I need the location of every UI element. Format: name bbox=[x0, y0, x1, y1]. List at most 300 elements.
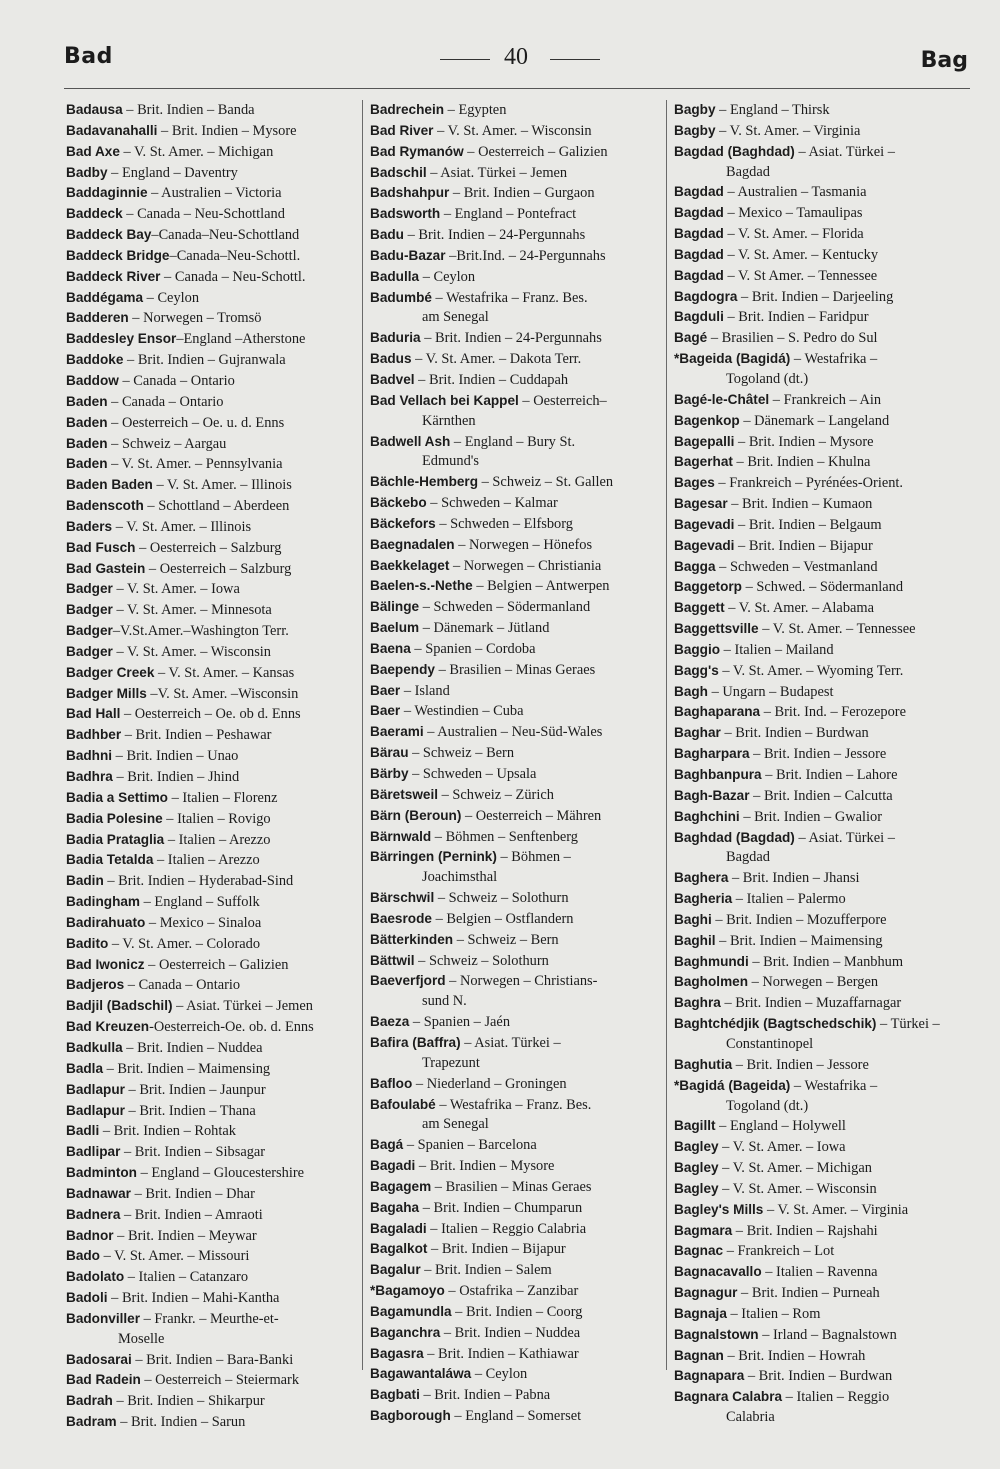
place-name: Bad River bbox=[370, 122, 434, 138]
place-name: Badu bbox=[370, 227, 404, 243]
gazetteer-entry bbox=[674, 245, 970, 266]
place-description: – Asiat. Türkei – bbox=[794, 143, 895, 160]
place-description: – Italien – Rom bbox=[726, 1305, 821, 1322]
header-rule-left bbox=[440, 59, 490, 60]
gazetteer-entry bbox=[66, 704, 358, 725]
place-name: Badminton bbox=[66, 1165, 137, 1181]
place-description: – Brit. Indien – Jessore bbox=[732, 1056, 869, 1073]
place-description: – Böhmen – bbox=[496, 849, 571, 866]
place-name: Baders bbox=[66, 518, 113, 534]
place-name: Bad Fusch bbox=[66, 539, 136, 555]
place-name: Badu-Bazar bbox=[370, 247, 446, 263]
gazetteer-entry bbox=[674, 473, 970, 494]
gazetteer-entry bbox=[370, 1198, 662, 1219]
place-description: – Brit. Indien – Mysore bbox=[734, 433, 874, 450]
place-description: – V. St. Amer. – Florida bbox=[723, 226, 864, 243]
gazetteer-entry bbox=[370, 785, 662, 806]
gazetteer-entry bbox=[370, 432, 662, 473]
place-description-continuation: Moselle bbox=[118, 1330, 165, 1347]
place-name: Bagevadi bbox=[674, 537, 735, 553]
gazetteer-entry bbox=[370, 472, 662, 493]
place-description: – Brit. Indien – Nuddea bbox=[122, 1039, 263, 1056]
place-name: Badausa bbox=[66, 102, 123, 117]
place-name: Badvel bbox=[370, 371, 415, 387]
header-rule-right bbox=[550, 59, 600, 60]
place-name: Bagh bbox=[674, 683, 708, 699]
gazetteer-entry bbox=[66, 892, 358, 913]
gazetteer-entry bbox=[674, 536, 970, 557]
gazetteer-entry bbox=[66, 350, 358, 371]
place-description: –Brit.Ind. – 24-Pergunnahs bbox=[445, 247, 606, 264]
place-name: Baddeck bbox=[66, 206, 123, 222]
place-description: – Schweiz – Zürich bbox=[438, 786, 554, 803]
place-description: – Norwegen – Christians- bbox=[445, 973, 598, 990]
place-name: Badnor bbox=[66, 1227, 114, 1243]
place-description: – Brit. Indien – Khulna bbox=[732, 454, 871, 471]
place-description-continuation: Bagdad bbox=[726, 849, 770, 866]
place-name: Baden bbox=[66, 456, 108, 472]
gazetteer-entry bbox=[674, 1262, 970, 1283]
place-description: – Italien – Florenz bbox=[167, 789, 278, 806]
gazetteer-entry bbox=[66, 871, 358, 892]
place-description-continuation: sund N. bbox=[422, 993, 467, 1010]
place-description: – Brit. Indien – Jessore bbox=[749, 746, 887, 763]
place-name: Bagnac bbox=[674, 1243, 724, 1259]
place-description: – Brit. Indien – Jhansi bbox=[728, 870, 860, 887]
place-description: – Brit. Indien – Gwalior bbox=[739, 808, 883, 825]
place-name: Baghdad (Bagdad) bbox=[674, 829, 795, 845]
place-description: – Brit. Indien – Faridpur bbox=[723, 309, 869, 326]
column-1 bbox=[66, 100, 358, 1433]
place-description: – Brit. Indien – 24-Pergunnahs bbox=[403, 227, 586, 244]
place-description: – V. St. Amer. – Minnesota bbox=[112, 602, 272, 619]
gazetteer-entry bbox=[370, 1156, 662, 1177]
place-description: – Oesterreich – Steiermark bbox=[140, 1372, 300, 1389]
gazetteer-entry bbox=[66, 934, 358, 955]
place-name: Bagdad bbox=[674, 184, 724, 200]
place-description: – V. St. Amer. – Pennsylvania bbox=[107, 456, 283, 473]
place-name: Bäckebo bbox=[370, 495, 427, 511]
place-name: Badram bbox=[66, 1414, 117, 1430]
place-description: – V. St. Amer. – Wyoming Terr. bbox=[718, 662, 904, 679]
place-description: – V. St. Amer. – Michigan bbox=[119, 143, 274, 160]
place-name: Baependy bbox=[370, 661, 435, 677]
place-name: Badhni bbox=[66, 748, 113, 764]
place-name: Baeza bbox=[370, 1014, 410, 1030]
gazetteer-entry bbox=[674, 1137, 970, 1158]
gazetteer-entry bbox=[66, 204, 358, 225]
gazetteer-entry bbox=[674, 1304, 970, 1325]
place-description: – England – Gloucestershire bbox=[136, 1165, 305, 1182]
gazetteer-entry bbox=[66, 559, 358, 580]
place-description: – Brit. Indien – 24-Pergunnahs bbox=[420, 330, 602, 347]
place-description: – Brit. Indien – Belgaum bbox=[734, 516, 882, 533]
gazetteer-entry bbox=[66, 1246, 358, 1267]
place-name: Baghra bbox=[674, 995, 721, 1011]
place-description: – Brit. Indien – Mozufferpore bbox=[711, 911, 887, 928]
place-name: Bad Axe bbox=[66, 143, 120, 159]
place-description: – Brit. Ind. – Ferozepore bbox=[760, 704, 906, 721]
place-name: Baghar bbox=[674, 725, 721, 741]
gazetteer-entry bbox=[370, 639, 662, 660]
place-description: – Ostafrika – Zanzibar bbox=[444, 1283, 579, 1300]
place-description: – Asiat. Türkei – bbox=[460, 1034, 561, 1051]
place-description: – Brit. Indien – Jaunpur bbox=[124, 1081, 266, 1098]
place-name: Bagmara bbox=[674, 1222, 733, 1238]
place-description: – Brit. Indien – Unao bbox=[112, 748, 239, 765]
place-description-continuation: Calabria bbox=[726, 1409, 775, 1426]
place-name: Baggett bbox=[674, 600, 725, 616]
gazetteer-entry bbox=[66, 1121, 358, 1142]
place-name: Bagalur bbox=[370, 1262, 421, 1278]
place-description: – England – Holywell bbox=[715, 1118, 846, 1135]
place-name: Bad Vellach bei Kappel bbox=[370, 392, 519, 408]
gazetteer-entry bbox=[370, 1219, 662, 1240]
gazetteer-entry bbox=[66, 579, 358, 600]
place-name: Baden Baden bbox=[66, 477, 153, 493]
place-description-continuation: Joachimsthal bbox=[422, 869, 498, 886]
place-description: – Norwegen – Hönefos bbox=[454, 536, 593, 553]
place-name: Badia Polesine bbox=[66, 810, 163, 826]
place-name: Bagholmen bbox=[674, 974, 749, 990]
place-name: Baggettsville bbox=[674, 621, 759, 637]
place-description: – V. St. Amer. – Colorado bbox=[108, 935, 261, 952]
place-description: – Dänemark – Jütland bbox=[419, 620, 550, 637]
place-name: Bagá bbox=[370, 1137, 404, 1153]
gazetteer-entry bbox=[370, 535, 662, 556]
place-name: Badulla bbox=[370, 268, 420, 284]
place-description-continuation: Kärnthen bbox=[422, 412, 476, 429]
gazetteer-entry bbox=[674, 1387, 970, 1428]
place-description: – Brit. Indien – Banda bbox=[122, 102, 255, 118]
gazetteer-entry bbox=[370, 660, 662, 681]
place-description: – Westafrika – bbox=[790, 1077, 878, 1094]
place-description: – Italien – Reggio bbox=[782, 1389, 890, 1406]
column-separator bbox=[666, 100, 667, 1370]
gazetteer-entry bbox=[370, 806, 662, 827]
place-name: Badsworth bbox=[370, 206, 441, 222]
place-name: Badumbé bbox=[370, 289, 432, 305]
gazetteer-entry bbox=[370, 1281, 662, 1302]
place-name: Badus bbox=[370, 351, 412, 367]
place-name: Bagh-Bazar bbox=[674, 787, 750, 803]
gazetteer-entry bbox=[674, 307, 970, 328]
gazetteer-entry bbox=[370, 1364, 662, 1385]
gazetteer-entry bbox=[370, 764, 662, 785]
place-description: – Brit. Indien – Mysore bbox=[415, 1158, 555, 1175]
place-name: *Bageida (Bagidá) bbox=[674, 351, 791, 367]
place-name: Badlapur bbox=[66, 1081, 125, 1097]
gazetteer-entry bbox=[674, 1283, 970, 1304]
gazetteer-entry bbox=[674, 182, 970, 203]
place-description: –Canada–Neu-Schottland bbox=[151, 227, 300, 244]
gazetteer-entry bbox=[370, 1344, 662, 1365]
place-name: Bagharpara bbox=[674, 746, 750, 762]
gazetteer-entry bbox=[66, 1059, 358, 1080]
gazetteer-entry bbox=[370, 1302, 662, 1323]
gazetteer-entry bbox=[66, 454, 358, 475]
gazetteer-entry bbox=[674, 100, 970, 121]
place-description: – Brasilien – S. Pedro do Sul bbox=[707, 330, 878, 347]
place-description: – Brit. Indien – Bara-Banki bbox=[131, 1351, 294, 1368]
gazetteer-entry bbox=[370, 349, 662, 370]
place-description: – Brit. Indien – Mahi-Kantha bbox=[107, 1290, 280, 1307]
place-name: Badia Prataglia bbox=[66, 831, 165, 847]
gazetteer-entry bbox=[66, 600, 358, 621]
place-description: – Frankr. – Meurthe-et- bbox=[140, 1310, 279, 1327]
place-description: – Schweden – Södermanland bbox=[419, 599, 591, 616]
place-description: – Brit. Indien – Dhar bbox=[130, 1185, 255, 1202]
gazetteer-entry bbox=[674, 266, 970, 287]
gazetteer-entry bbox=[370, 1012, 662, 1033]
place-name: Badnera bbox=[66, 1206, 121, 1222]
gazetteer-entry bbox=[370, 701, 662, 722]
gazetteer-entry bbox=[66, 496, 358, 517]
place-name: Badoli bbox=[66, 1290, 108, 1306]
gazetteer-entry bbox=[66, 1184, 358, 1205]
place-description: – Oesterreich – Salzburg bbox=[145, 560, 292, 577]
place-name: Bärschwil bbox=[370, 890, 435, 906]
place-description: – V. St. Amer. – Iowa bbox=[112, 581, 240, 598]
place-name: Baghbanpura bbox=[674, 767, 762, 782]
gazetteer-entry bbox=[66, 1267, 358, 1288]
place-description: – Norwegen – Tromsö bbox=[128, 310, 262, 327]
gazetteer-entry bbox=[674, 452, 970, 473]
gazetteer-entry bbox=[674, 1325, 970, 1346]
gazetteer-entry bbox=[66, 642, 358, 663]
place-name: Bagawantaláwa bbox=[370, 1366, 472, 1382]
gazetteer-entry bbox=[66, 329, 358, 350]
place-description-continuation: am Senegal bbox=[422, 309, 489, 326]
place-name: Bagga bbox=[674, 558, 716, 574]
gazetteer-entry bbox=[66, 663, 358, 684]
place-description: – Italien – Arezzo bbox=[153, 852, 260, 869]
gazetteer-entry bbox=[66, 1205, 358, 1226]
place-name: Bagdogra bbox=[674, 288, 738, 304]
place-description: – Brit. Indien – Kathiawar bbox=[423, 1345, 579, 1362]
place-description: – Westafrika – bbox=[790, 351, 878, 368]
gazetteer-entry bbox=[66, 1309, 358, 1350]
place-name: Bagé bbox=[674, 330, 708, 346]
place-name: Badirahuato bbox=[66, 914, 146, 930]
gazetteer-entry bbox=[66, 1412, 358, 1433]
place-name: Bätterkinden bbox=[370, 931, 454, 947]
gazetteer-entry bbox=[66, 538, 358, 559]
place-name: Badosarai bbox=[66, 1351, 132, 1367]
place-description: – Brit. Indien – Bijapur bbox=[734, 537, 873, 554]
place-name: Bagbati bbox=[370, 1387, 420, 1403]
gazetteer-entry bbox=[674, 203, 970, 224]
place-description: – Brit. Indien – Sarun bbox=[116, 1414, 246, 1431]
gazetteer-entry bbox=[674, 993, 970, 1014]
gazetteer-entry bbox=[674, 744, 970, 765]
place-description: – Brit. Indien – Sibsagar bbox=[120, 1144, 266, 1161]
gazetteer-entry bbox=[66, 767, 358, 788]
place-description: – Oesterreich – Galizien bbox=[463, 143, 608, 160]
place-description: – Brit. Indien – Cuddapah bbox=[414, 371, 569, 388]
page-number: 40 bbox=[504, 44, 528, 70]
place-description: – Brit. Indien – Calcutta bbox=[749, 787, 893, 804]
gazetteer-entry bbox=[66, 975, 358, 996]
place-description: – Oesterreich – Oe. ob d. Enns bbox=[120, 706, 301, 723]
gazetteer-entry bbox=[370, 142, 662, 163]
column-separator bbox=[362, 100, 363, 1370]
place-description: – V. St. Amer. – Wisconsin bbox=[433, 122, 592, 139]
place-name: Bafloo bbox=[370, 1075, 413, 1091]
gazetteer-entry bbox=[674, 807, 970, 828]
gazetteer-entry bbox=[370, 370, 662, 391]
gazetteer-entry bbox=[66, 1080, 358, 1101]
gazetteer-entry bbox=[370, 121, 662, 142]
place-description: – Brit. Indien – Meywar bbox=[113, 1227, 257, 1244]
place-name: Bagesar bbox=[674, 496, 728, 512]
place-description: – Egypten bbox=[444, 102, 507, 118]
place-name: Badger Creek bbox=[66, 664, 155, 680]
place-name: Bagdad bbox=[674, 205, 724, 221]
place-name: Bagerhat bbox=[674, 454, 733, 470]
gazetteer-entry bbox=[370, 1033, 662, 1074]
gazetteer-entry bbox=[370, 1260, 662, 1281]
place-name: Baggetorp bbox=[674, 579, 742, 595]
place-description: – V. St. Amer. – Wisconsin bbox=[112, 643, 271, 660]
place-name: Bagdad bbox=[674, 267, 724, 283]
place-description: – Brit. Indien – Mysore bbox=[157, 122, 297, 139]
place-name: Bagepalli bbox=[674, 433, 735, 449]
gazetteer-entry bbox=[674, 411, 970, 432]
place-name: Badli bbox=[66, 1123, 100, 1139]
gazetteer-entry bbox=[674, 1366, 970, 1387]
header-left-catchword: Bad bbox=[64, 44, 113, 69]
place-description: – Brasilien – Minas Geraes bbox=[431, 1178, 592, 1195]
place-name: Baddow bbox=[66, 372, 119, 388]
place-description: – V. St. Amer. – Alabama bbox=[724, 600, 874, 617]
gazetteer-entry bbox=[674, 224, 970, 245]
gazetteer-entry bbox=[66, 1370, 358, 1391]
place-name: Baghchini bbox=[674, 808, 740, 824]
gazetteer-entry bbox=[674, 1200, 970, 1221]
gazetteer-entry bbox=[674, 682, 970, 703]
place-description: – Dänemark – Langeland bbox=[739, 412, 890, 429]
place-name: Baddaginnie bbox=[66, 185, 148, 201]
gazetteer-entry bbox=[674, 1014, 970, 1055]
place-description: – V. St. Amer. – Kentucky bbox=[723, 246, 879, 263]
place-description: – Schweiz – St. Gallen bbox=[478, 474, 614, 491]
place-description: – Brit. Indien – Pabna bbox=[419, 1387, 551, 1404]
place-description: – Oesterreich – Galizien bbox=[144, 956, 289, 973]
place-description: – Brit. Indien – Chumparun bbox=[419, 1199, 583, 1216]
place-name: Baesrode bbox=[370, 910, 432, 926]
place-description: – Spanien – Barcelona bbox=[403, 1137, 537, 1154]
place-name: Badolato bbox=[66, 1269, 125, 1285]
place-description: – Böhmen – Senftenberg bbox=[431, 828, 579, 845]
place-name: Bad Rymanów bbox=[370, 143, 464, 159]
gazetteer-entry bbox=[66, 1288, 358, 1309]
place-description: – Schwed. – Södermanland bbox=[741, 579, 904, 596]
place-name: Badnawar bbox=[66, 1185, 131, 1201]
gazetteer-entry bbox=[674, 598, 970, 619]
gazetteer-entry bbox=[370, 722, 662, 743]
place-description: – England – Pontefract bbox=[440, 206, 577, 223]
place-name: Bad Iwonicz bbox=[66, 956, 145, 972]
column-3 bbox=[674, 100, 970, 1428]
gazetteer-entry bbox=[66, 288, 358, 309]
place-name: Bagnacavallo bbox=[674, 1264, 762, 1280]
place-name: Baghtchédjik (Bagtschedschik) bbox=[674, 1016, 877, 1032]
place-description: – Schweiz – Solothurn bbox=[434, 890, 569, 907]
place-name: Baekkelaget bbox=[370, 557, 450, 573]
place-description: – England – Bury St. bbox=[450, 433, 576, 450]
gazetteer-entry bbox=[674, 972, 970, 993]
place-description: – Norwegen – Bergen bbox=[748, 974, 879, 991]
gazetteer-entry bbox=[370, 951, 662, 972]
place-description: – Schweiz – Bern bbox=[408, 745, 515, 762]
place-name: Badia a Settimo bbox=[66, 789, 168, 805]
place-description: – V. St. Amer. – Illinois bbox=[112, 518, 252, 535]
place-name: Badger bbox=[66, 623, 113, 639]
place-name: Bagaladi bbox=[370, 1220, 427, 1236]
place-name: Baddesley Ensor bbox=[66, 331, 177, 347]
place-description: – Spanien – Jaén bbox=[409, 1014, 511, 1031]
place-name: Bafoulabé bbox=[370, 1096, 436, 1112]
gazetteer-entry bbox=[370, 888, 662, 909]
gazetteer-entry bbox=[66, 413, 358, 434]
place-description: – V. St. Amer. – Kansas bbox=[154, 664, 295, 681]
place-name: Baer bbox=[370, 682, 401, 698]
place-description: – Brit. Indien – Kumaon bbox=[727, 496, 873, 513]
gazetteer-entry bbox=[370, 1385, 662, 1406]
place-description: – Brit. Indien – Nuddea bbox=[440, 1324, 581, 1341]
place-description: – Brit. Indien – Maimensing bbox=[103, 1060, 271, 1077]
place-name: Bad Hall bbox=[66, 706, 121, 722]
gazetteer-entry bbox=[674, 786, 970, 807]
place-description: –V.St.Amer.–Washington Terr. bbox=[112, 623, 289, 640]
gazetteer-entry bbox=[674, 952, 970, 973]
header-right-catchword: Bag bbox=[920, 48, 968, 73]
place-name: Badkulla bbox=[66, 1039, 123, 1055]
place-description: – Brit. Indien – Hyderabad-Sind bbox=[103, 873, 294, 890]
place-description: – England – Suffolk bbox=[140, 894, 260, 911]
gazetteer-entry bbox=[370, 328, 662, 349]
place-name: Bages bbox=[674, 475, 715, 491]
place-description: – Italien – Arezzo bbox=[164, 831, 271, 848]
place-name: Bagevadi bbox=[674, 516, 735, 532]
gazetteer-entry bbox=[66, 788, 358, 809]
place-description-continuation: am Senegal bbox=[422, 1116, 489, 1133]
place-name: Baddeck River bbox=[66, 268, 161, 284]
place-name: Bagnara Calabra bbox=[674, 1389, 783, 1405]
place-name: Baddeck Bay bbox=[66, 227, 152, 243]
place-name: Bagnan bbox=[674, 1347, 724, 1363]
place-name: Badschil bbox=[370, 164, 427, 180]
place-description: – Westindien – Cuba bbox=[400, 703, 524, 720]
gazetteer-entry bbox=[674, 1055, 970, 1076]
gazetteer-entry bbox=[674, 515, 970, 536]
gazetteer-entry bbox=[370, 391, 662, 432]
place-name: Badonviller bbox=[66, 1310, 141, 1326]
place-description: – Italien – Palermo bbox=[732, 891, 846, 908]
place-name: Badger Mills bbox=[66, 685, 147, 701]
gazetteer-entry bbox=[370, 1177, 662, 1198]
place-name: *Bagamoyo bbox=[370, 1283, 445, 1299]
place-name: Badrah bbox=[66, 1393, 113, 1409]
place-name: Baden bbox=[66, 435, 108, 451]
place-description: – V. St. Amer. – Illinois bbox=[152, 477, 292, 494]
place-name: Bagley bbox=[674, 1139, 719, 1155]
place-description: – Asiat. Türkei – bbox=[794, 829, 895, 846]
place-description: – England – Thirsk bbox=[715, 102, 830, 118]
place-name: Bagasra bbox=[370, 1345, 424, 1361]
place-description: – V. St. Amer. – Missouri bbox=[99, 1248, 250, 1265]
